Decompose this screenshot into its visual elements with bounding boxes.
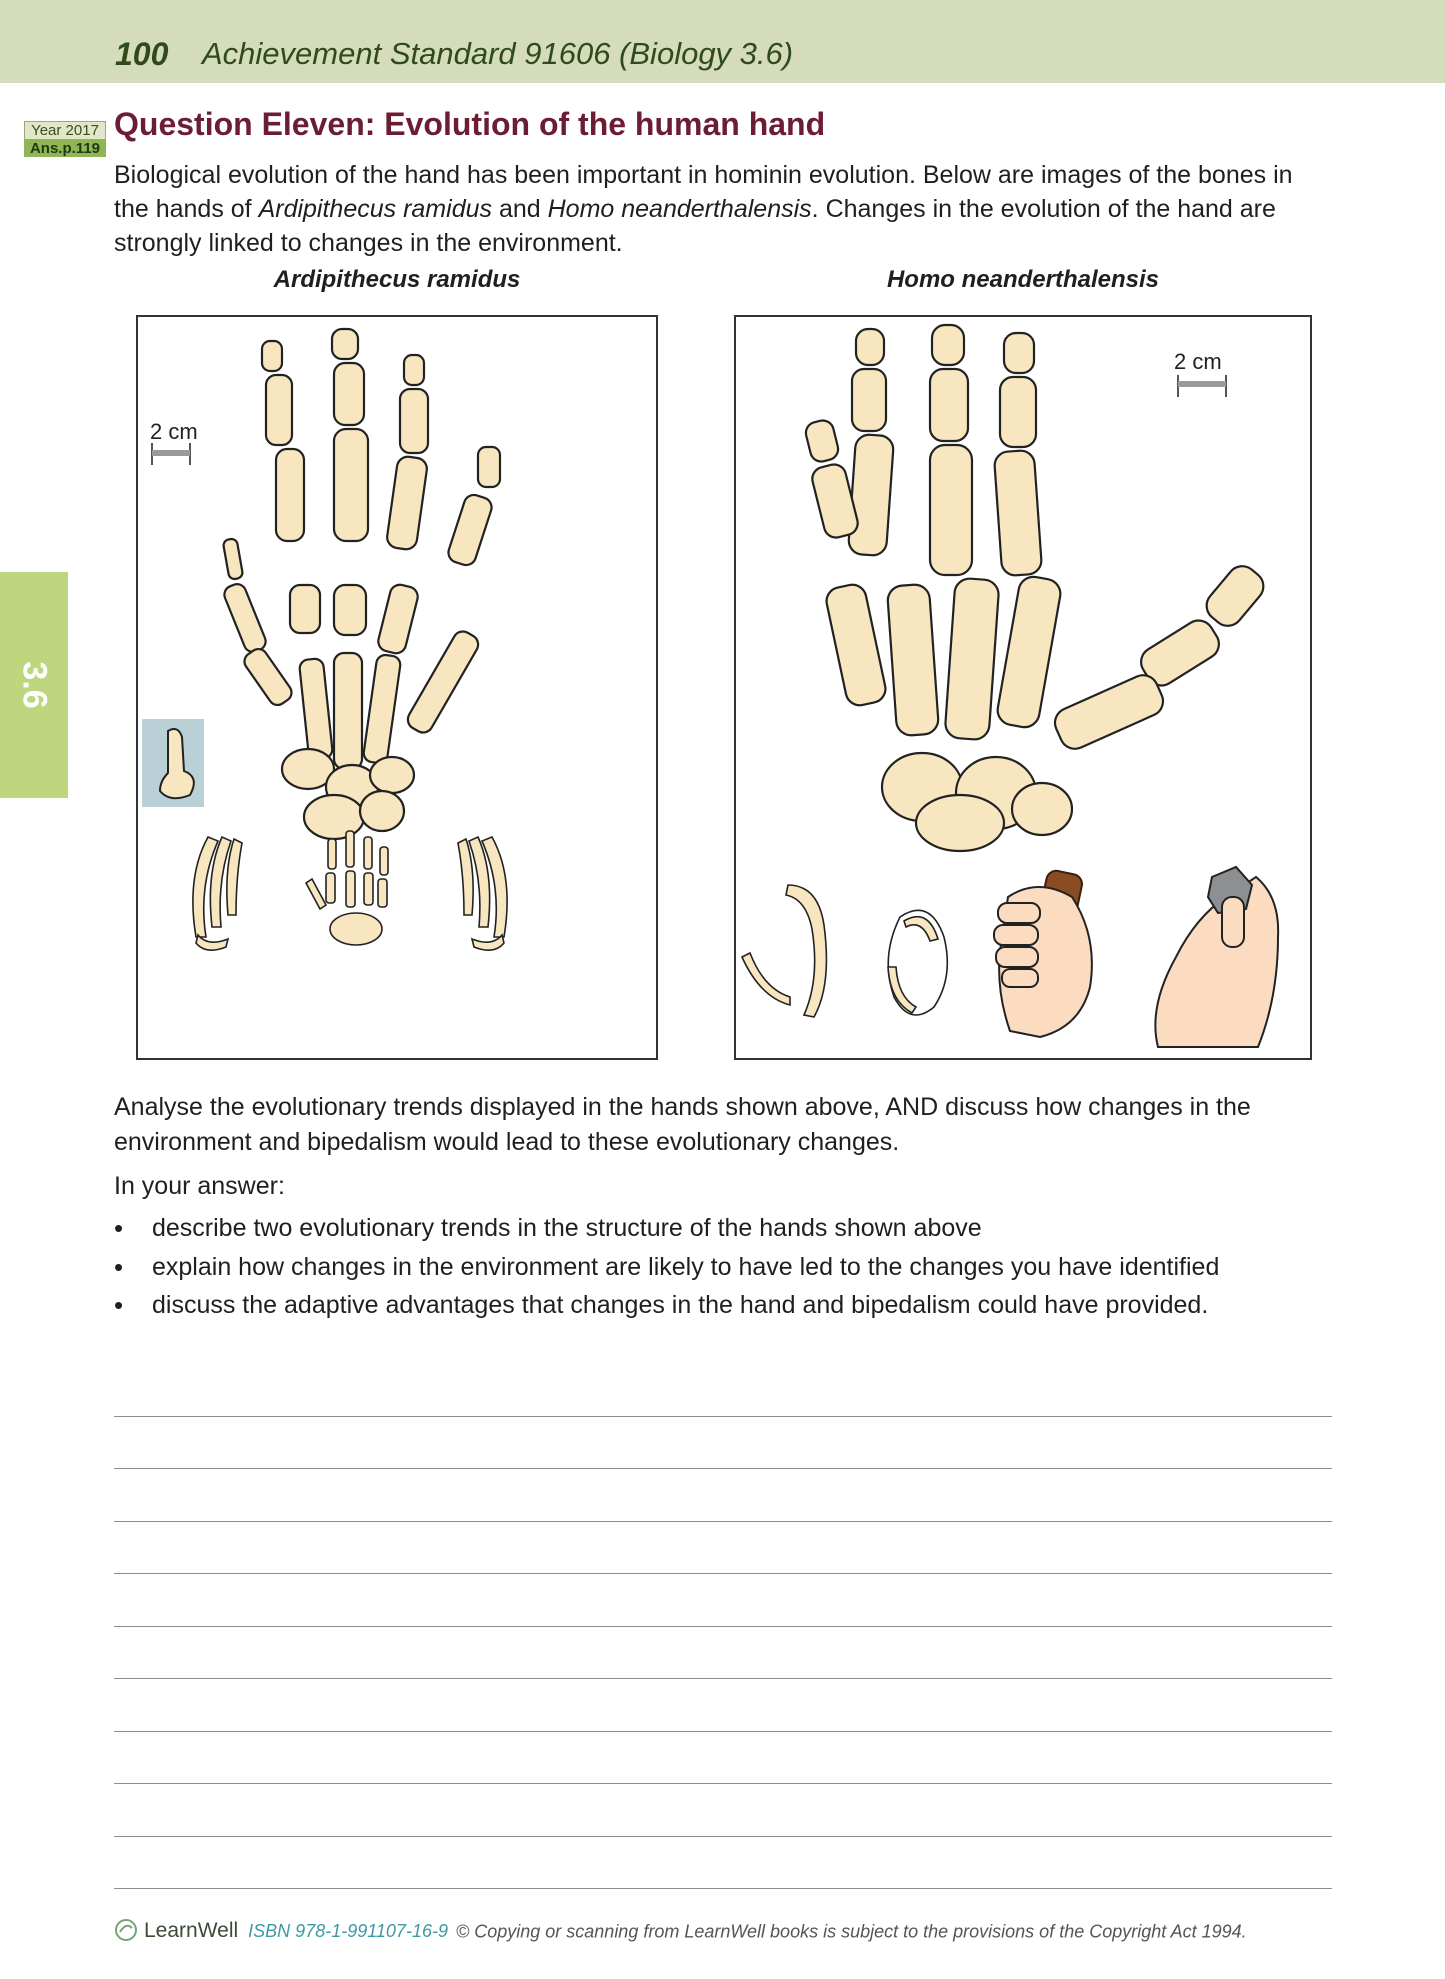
criteria-item: • describe two evolutionary trends in the structure of the hands shown above (114, 1209, 1344, 1248)
learnwell-logo-icon (114, 1918, 138, 1947)
intro-species-2: Homo neanderthalensis (547, 195, 812, 223)
intro-species-1: Ardipithecus ramidus (258, 195, 492, 223)
answer-line[interactable] (114, 1364, 1332, 1417)
answer-reference: Ans.p.119 (24, 140, 106, 157)
figure-label-neanderthalensis: Homo neanderthalensis (886, 266, 1160, 293)
intro-text-2: and (492, 195, 548, 223)
brand-name: LearnWell (144, 1919, 239, 1943)
answer-criteria-list (114, 1209, 1344, 1325)
right-scale-label: 2 cm (1174, 349, 1222, 374)
ardipithecus-hand-illustration (138, 317, 656, 1058)
answer-writing-area[interactable] (114, 1364, 1332, 1889)
question-title: Question Eleven: Evolution of the human hand (114, 106, 826, 142)
answer-line[interactable] (114, 1417, 1332, 1470)
criteria-item: • discuss the adaptive advantages that changes in the hand and bipedalism could have provided. (114, 1286, 1344, 1325)
answer-line[interactable] (114, 1469, 1332, 1522)
standard-title: Achievement Standard 91606 (Biology 3.6) (202, 36, 794, 71)
answer-line[interactable] (114, 1574, 1332, 1627)
left-scale-label: 2 cm (150, 419, 198, 444)
year-label: Year 2017 (24, 121, 106, 140)
answer-lead-in: In your answer: (114, 1172, 285, 1200)
ardipithecus-hand-panel (136, 315, 658, 1060)
figure-label-ardipithecus: Ardipithecus ramidus (273, 266, 521, 293)
answer-line[interactable] (114, 1627, 1332, 1680)
answer-line[interactable] (114, 1784, 1332, 1837)
year-tag (24, 121, 106, 157)
page-number: 100 (115, 36, 169, 72)
answer-line[interactable] (114, 1522, 1332, 1575)
neanderthalensis-hand-illustration (736, 317, 1310, 1058)
answer-line[interactable] (114, 1679, 1332, 1732)
section-side-tab (0, 572, 68, 798)
neanderthalensis-hand-panel (734, 315, 1312, 1060)
intro-text-1: Biological evolution of the hand has been important in hominin evolution. Below are images of the bones in the hands of (114, 161, 1293, 223)
isbn: ISBN 978-1-991107-16-9 (248, 1921, 448, 1942)
question-intro (114, 158, 1334, 260)
answer-line[interactable] (114, 1837, 1332, 1890)
intro-text-3: . Changes in the evolution of the hand are strongly linked to changes in the environment. (114, 195, 1276, 257)
answer-line[interactable] (114, 1732, 1332, 1785)
task-instructions: Analyse the evolutionary trends displayed in the hands shown above, AND discuss how changes in the environment and bipedalism would lead to these evolutionary changes. (114, 1093, 1251, 1156)
section-tab-label: 3.6 (15, 661, 54, 709)
criteria-item: • explain how changes in the environment are likely to have led to the changes you have identified (114, 1248, 1344, 1287)
page-footer (114, 1918, 1247, 1947)
copyright-notice: © Copying or scanning from LearnWell books is subject to the provisions of the Copyright Act 1994. (455, 1921, 1247, 1942)
